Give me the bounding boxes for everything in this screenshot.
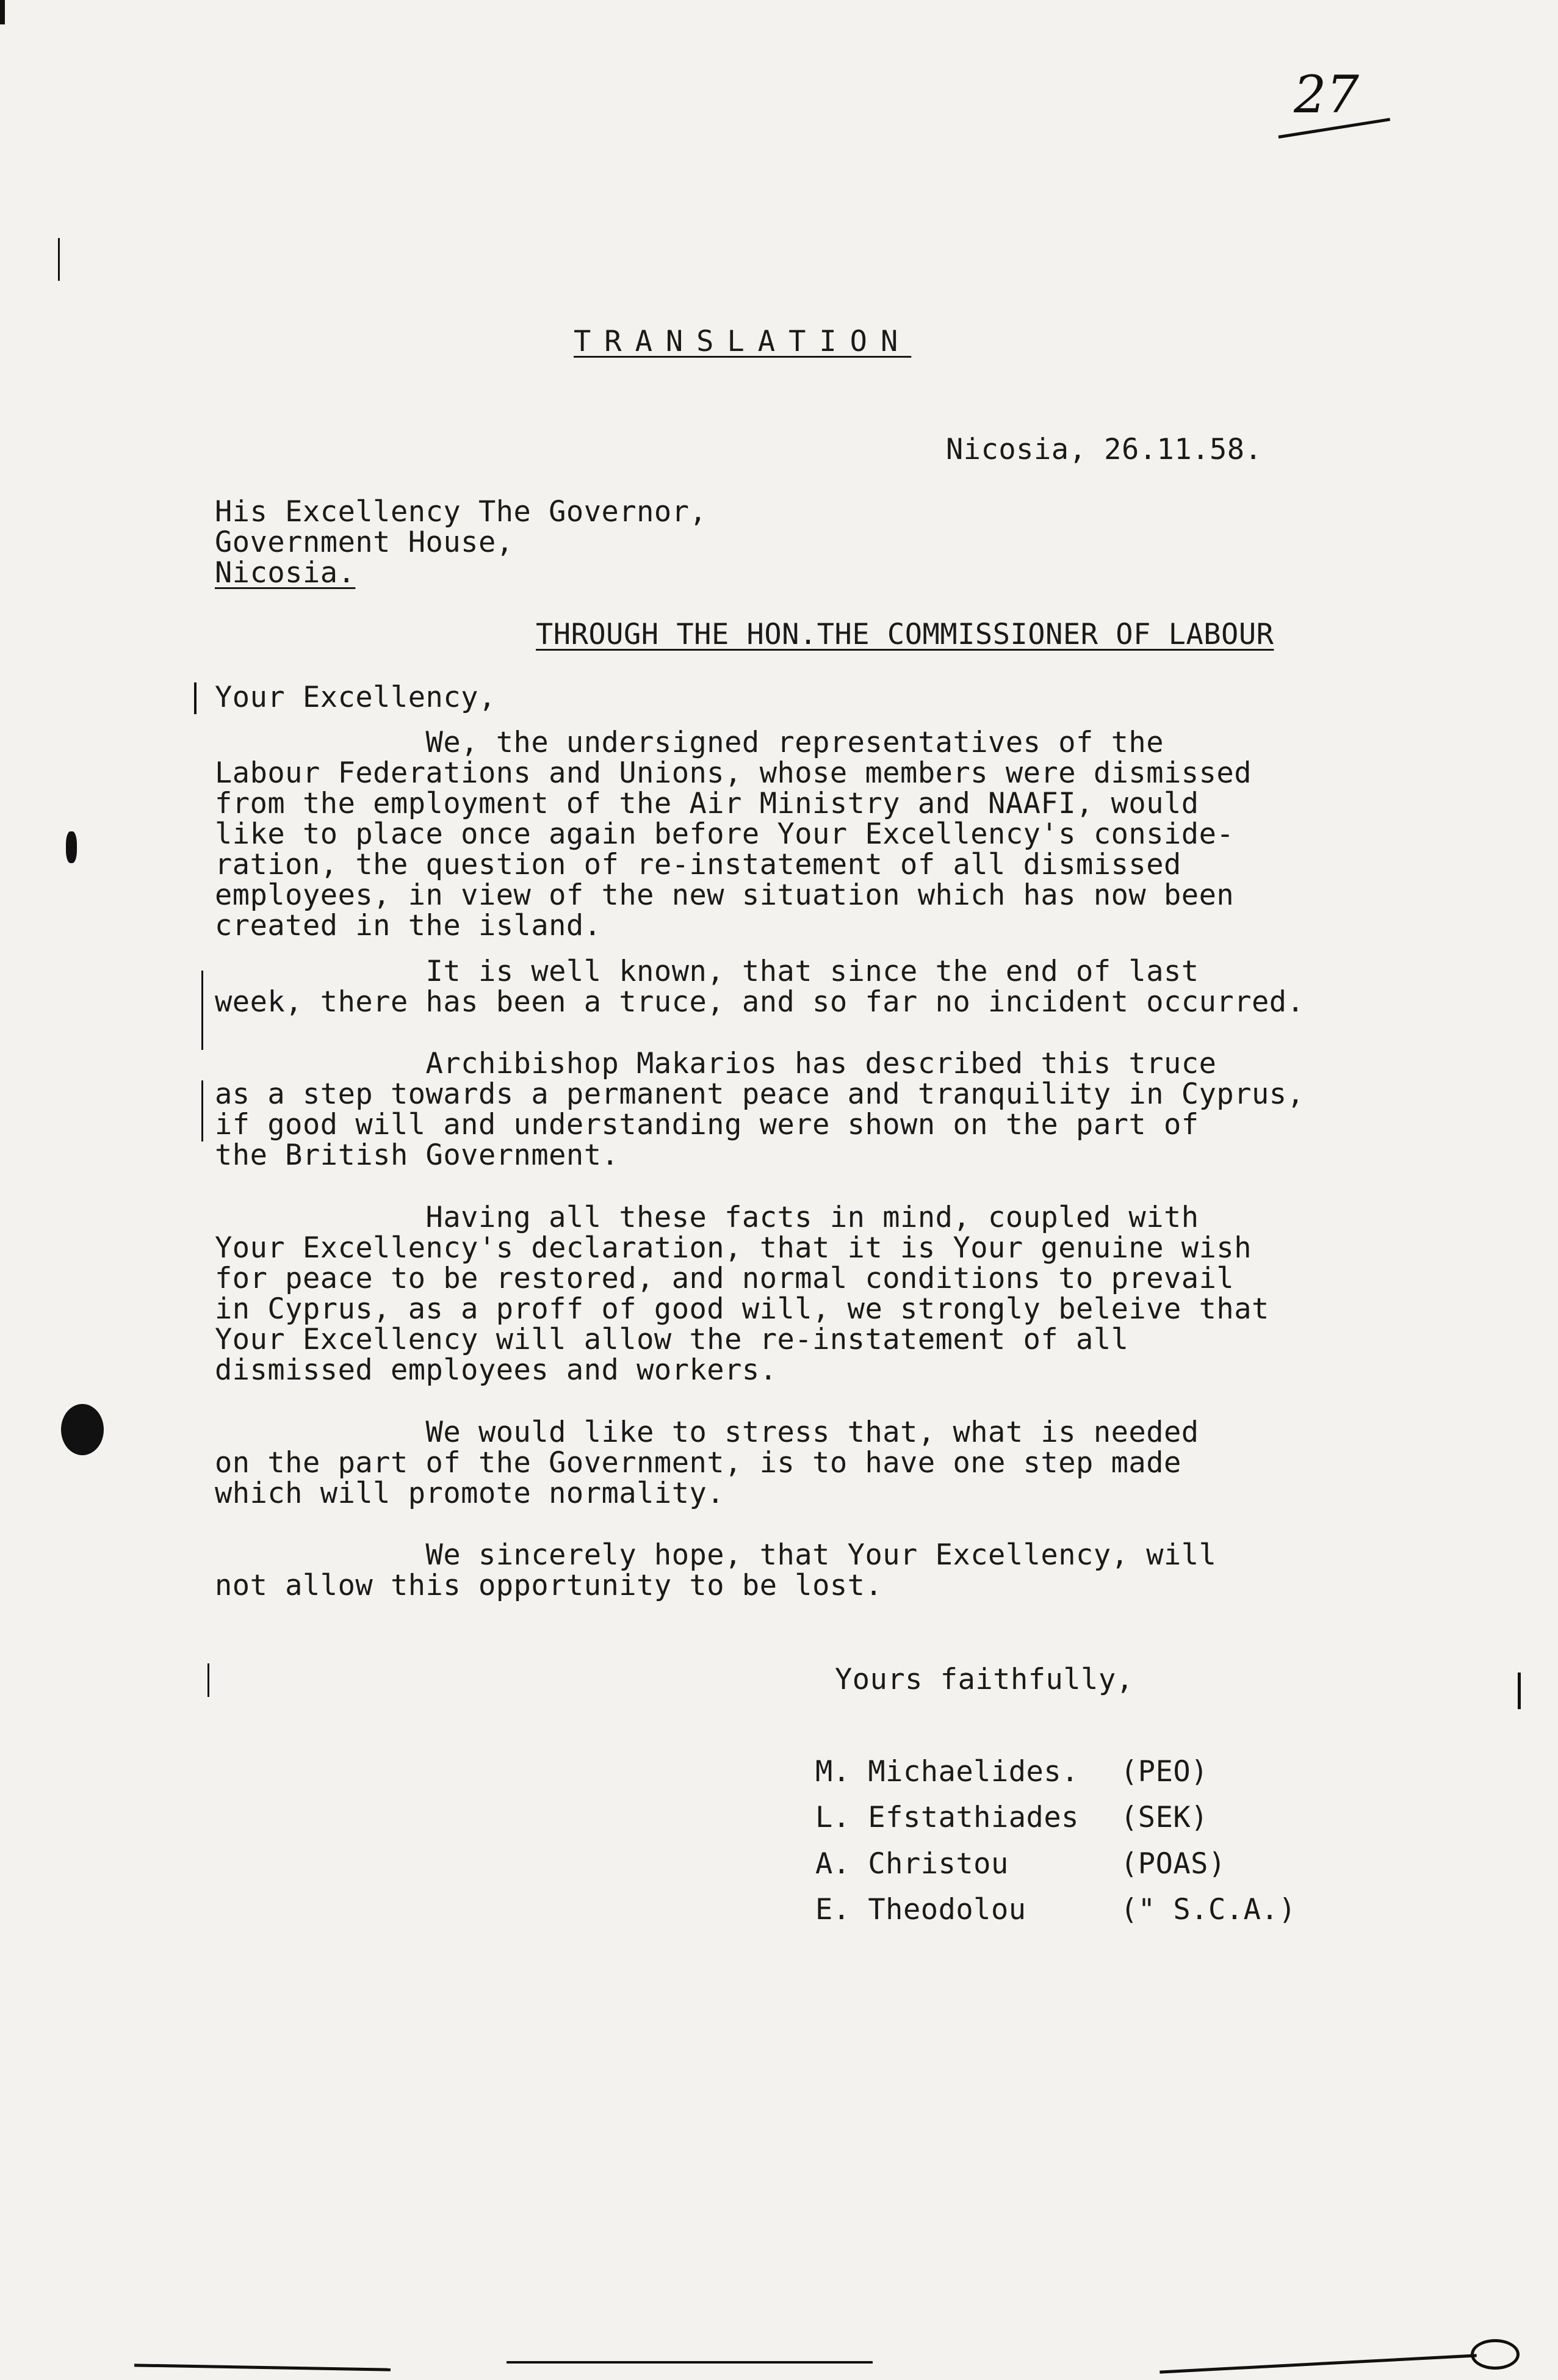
recipient-line-3: Nicosia.	[215, 556, 356, 590]
salutation: Your Excellency,	[215, 681, 496, 714]
paragraph-line: created in the island.	[215, 909, 602, 942]
paragraph-line: Having all these facts in mind, coupled with	[215, 1201, 1199, 1234]
margin-mark	[194, 682, 197, 714]
paragraph-line: in Cyprus, as a proff of good will, we strongly beleive that	[215, 1292, 1269, 1326]
paragraph-line: We, the undersigned representatives of the	[215, 726, 1164, 759]
paragraph-line: week, there has been a truce, and so far no incident occurred.	[215, 985, 1305, 1019]
paragraph-line: on the part of the Government, is to have one step made	[215, 1446, 1181, 1480]
paragraph-line: like to place once again before Your Excellency's conside-	[215, 817, 1235, 851]
paragraph-line: as a step towards a permanent peace and tranquility in Cyprus,	[215, 1077, 1305, 1111]
signatory-org: (" S.C.A.)	[1120, 1893, 1296, 1926]
signatory-name: L. Efstathiades	[815, 1801, 1079, 1834]
date-line: Nicosia, 26.11.58.	[946, 433, 1263, 466]
punch-hole-mark	[61, 1404, 104, 1455]
paragraph-line: if good will and understanding were shown on the part of	[215, 1108, 1199, 1141]
edge-mark	[1518, 1673, 1521, 1709]
paragraph-line: We sincerely hope, that Your Excellency, will	[215, 1538, 1217, 1572]
margin-mark	[201, 1080, 203, 1141]
bottom-scan-line	[507, 2361, 873, 2364]
closing: Yours faithfully,	[835, 1663, 1134, 1696]
recipient-line-2: Government House,	[215, 526, 514, 559]
paragraph-line: employees, in view of the new situation which has now been	[215, 878, 1235, 912]
margin-mark	[207, 1663, 209, 1697]
paragraph-line: for peace to be restored, and normal conditions to prevail	[215, 1262, 1235, 1295]
signatory-name: E. Theodolou	[815, 1893, 1026, 1926]
document-heading: TRANSLATION	[574, 325, 912, 358]
signatory-name: A. Christou	[815, 1847, 1009, 1881]
page-number: 27	[1294, 65, 1359, 125]
margin-mark	[58, 238, 60, 281]
margin-mark	[201, 971, 203, 1050]
ink-mark	[66, 831, 77, 863]
paragraph-line: Your Excellency's declaration, that it is Your genuine wish	[215, 1231, 1252, 1265]
signatory-org: (SEK)	[1120, 1801, 1208, 1834]
signatory-name: M. Michaelides.	[815, 1755, 1079, 1789]
edge-mark	[0, 0, 5, 24]
bottom-scan-line	[1159, 2354, 1477, 2373]
through-line: THROUGH THE HON.THE COMMISSIONER OF LABOUR	[536, 618, 1274, 651]
paragraph-line: not allow this opportunity to be lost.	[215, 1569, 883, 1602]
paragraph-line: We would like to stress that, what is needed	[215, 1416, 1199, 1449]
recipient-line-1: His Excellency The Governor,	[215, 495, 707, 529]
paragraph-line: Your Excellency will allow the re-instatement of all	[215, 1323, 1129, 1356]
signatory-org: (PEO)	[1120, 1755, 1208, 1789]
paragraph-line: Labour Federations and Unions, whose members were dismissed	[215, 756, 1252, 790]
paragraph-line: Archibishop Makarios has described this truce	[215, 1047, 1217, 1080]
paragraph-line: which will promote normality.	[215, 1477, 725, 1510]
paragraph-line: It is well known, that since the end of last	[215, 955, 1199, 988]
bottom-scan-line	[134, 2364, 391, 2371]
bottom-scan-blot	[1471, 2339, 1520, 2370]
paragraph-line: ration, the question of re-instatement of all dismissed	[215, 848, 1181, 881]
signatory-org: (POAS)	[1120, 1847, 1226, 1881]
paragraph-line: dismissed employees and workers.	[215, 1353, 777, 1387]
paragraph-line: the British Government.	[215, 1138, 619, 1172]
paragraph-line: from the employment of the Air Ministry and NAAFI, would	[215, 787, 1199, 820]
